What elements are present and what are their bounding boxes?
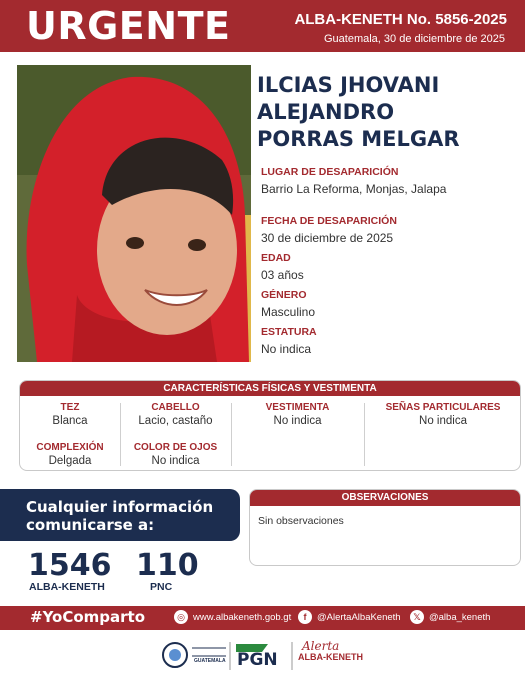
eye-color-value: No indica bbox=[151, 455, 200, 467]
observations-panel bbox=[249, 489, 521, 566]
clothing-value: No indica bbox=[273, 415, 322, 427]
case-number: ALBA-KENETH No. 5856-2025 bbox=[294, 11, 507, 28]
observations-text: Sin observaciones bbox=[258, 515, 344, 527]
header-banner bbox=[0, 0, 525, 52]
child-portrait-illustration bbox=[17, 65, 251, 362]
gender-value: Masculino bbox=[261, 305, 316, 319]
age-label: EDAD bbox=[261, 252, 291, 264]
hashtag: #YoComparto bbox=[30, 608, 146, 626]
logos-row bbox=[0, 636, 525, 679]
website-link[interactable] bbox=[174, 610, 291, 624]
x-text: @alba_keneth bbox=[429, 611, 491, 623]
x-icon: 𝕏 bbox=[410, 610, 424, 624]
contact-line-1: Cualquier información bbox=[26, 498, 214, 516]
phone-label-pnc: PNC bbox=[150, 581, 173, 593]
urgent-title: URGENTE bbox=[26, 4, 231, 48]
build-label: COMPLEXIÓN bbox=[36, 442, 104, 453]
alerta-logo-line2: ALBA-KENETH bbox=[298, 652, 363, 662]
website-text: www.albakeneth.gob.gt bbox=[193, 611, 292, 623]
disappearance-place-value: Barrio La Reforma, Monjas, Jalapa bbox=[261, 182, 447, 196]
phone-number-alba-keneth[interactable]: 1546 bbox=[28, 548, 112, 583]
missing-child-photo bbox=[17, 65, 251, 362]
gender-label: GÉNERO bbox=[261, 289, 307, 301]
disappearance-place-label: LUGAR DE DESAPARICIÓN bbox=[261, 166, 399, 178]
observations-title: OBSERVACIONES bbox=[250, 490, 520, 506]
facebook-link[interactable] bbox=[298, 610, 401, 624]
hair-label: CABELLO bbox=[151, 402, 200, 413]
hair-value: Lacio, castaño bbox=[138, 415, 213, 427]
person-name bbox=[257, 72, 517, 153]
name-line-2: ALEJANDRO bbox=[257, 100, 395, 124]
alerta-logo-line1: Alerta bbox=[302, 639, 340, 653]
skin-tone-label: TEZ bbox=[60, 402, 80, 413]
age-value: 03 años bbox=[261, 268, 304, 282]
eye-color-label: COLOR DE OJOS bbox=[133, 442, 218, 453]
disappearance-date-value: 30 de diciembre de 2025 bbox=[261, 231, 394, 245]
facebook-text: @AlertaAlbaKeneth bbox=[317, 611, 401, 623]
x-link[interactable] bbox=[410, 610, 490, 624]
characteristics-title: CARACTERÍSTICAS FÍSICAS Y VESTIMENTA bbox=[20, 381, 520, 396]
skin-tone-value: Blanca bbox=[52, 415, 88, 427]
phone-number-pnc[interactable]: 110 bbox=[136, 548, 199, 583]
pgn-logo-text: PGN bbox=[237, 650, 278, 670]
location-date: Guatemala, 30 de diciembre de 2025 bbox=[323, 33, 505, 45]
name-line-3: PORRAS MELGAR bbox=[257, 127, 460, 151]
characteristics-panel bbox=[19, 380, 521, 471]
guatemala-logo-text: GUATEMALA bbox=[194, 658, 226, 664]
build-value: Delgada bbox=[48, 455, 92, 467]
phone-label-alba-keneth: ALBA-KENETH bbox=[29, 581, 105, 593]
footer-bar bbox=[0, 606, 525, 630]
name-line-1: ILCIAS JHOVANI bbox=[257, 73, 440, 97]
globe-icon: ◎ bbox=[174, 610, 188, 624]
clothing-label: VESTIMENTA bbox=[265, 402, 330, 413]
distinguishing-marks-label: SEÑAS PARTICULARES bbox=[385, 402, 501, 413]
height-value: No indica bbox=[261, 342, 312, 356]
contact-banner bbox=[0, 489, 240, 541]
guatemala-coat-of-arms-icon bbox=[163, 643, 187, 667]
height-label: ESTATURA bbox=[261, 326, 317, 338]
disappearance-date-label: FECHA DE DESAPARICIÓN bbox=[261, 215, 397, 227]
contact-line-2: comunicarse a: bbox=[26, 516, 155, 534]
distinguishing-marks-value: No indica bbox=[419, 415, 467, 427]
facebook-icon: f bbox=[298, 610, 312, 624]
